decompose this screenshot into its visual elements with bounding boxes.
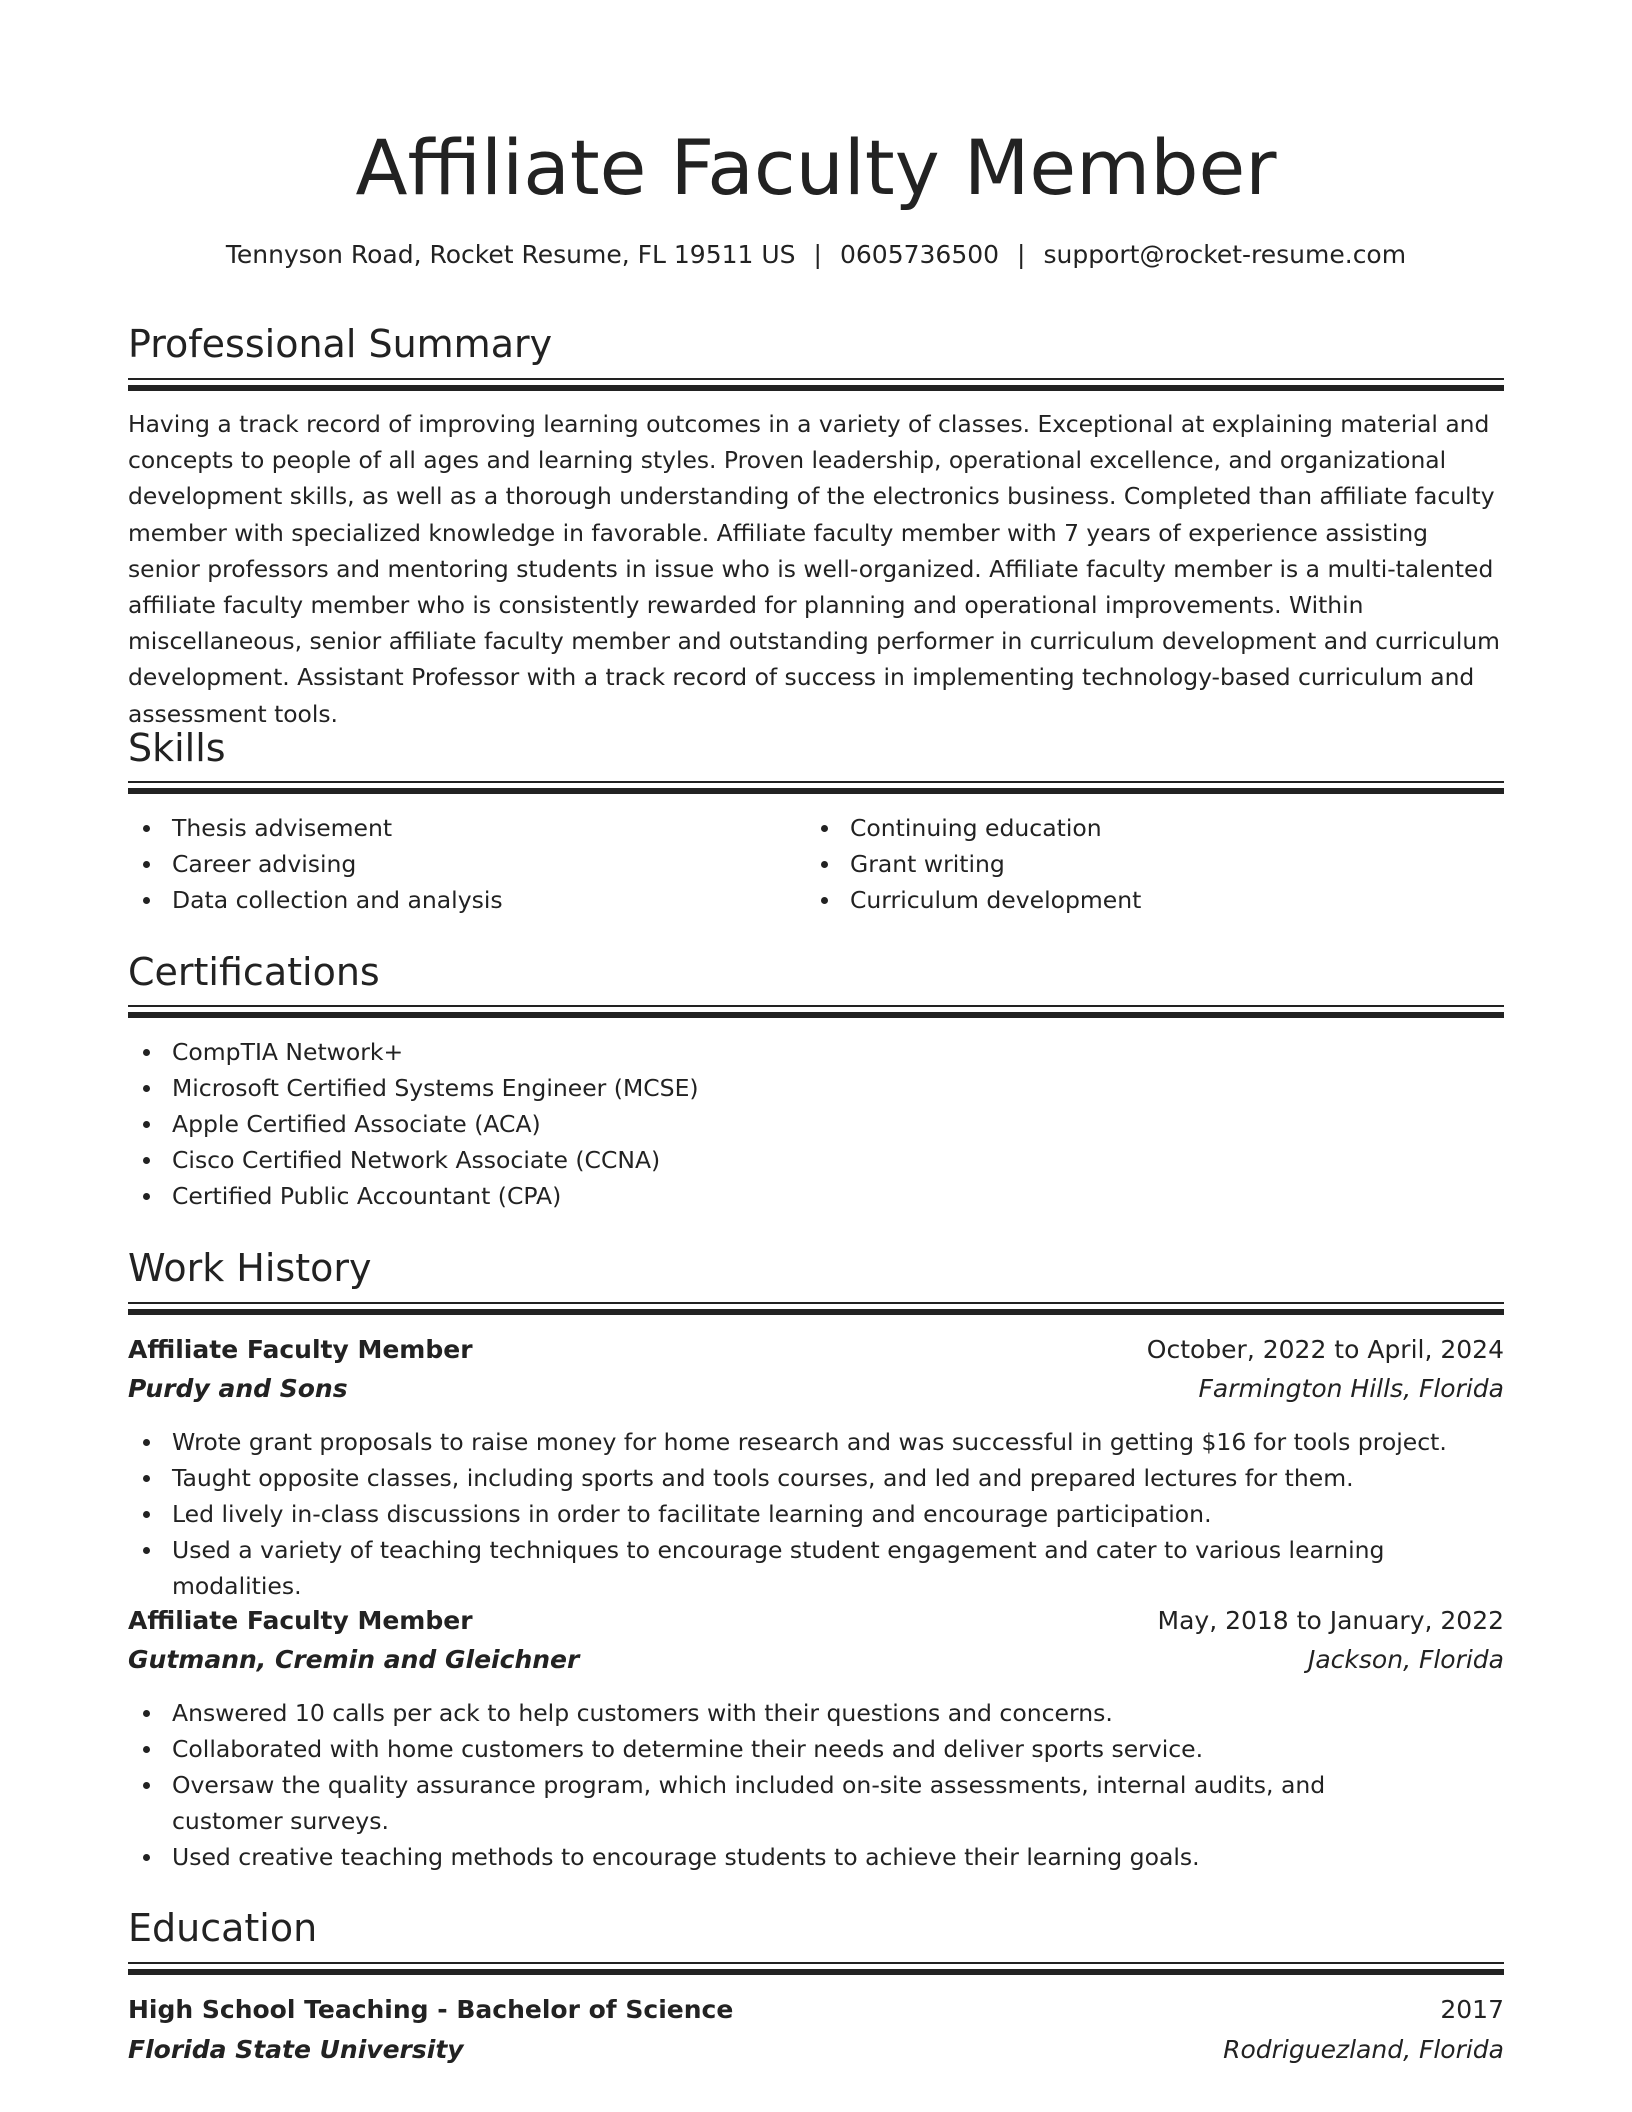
job-employer-row — [128, 1641, 1504, 1679]
job-bullet: Used a variety of teaching techniques to encourage student engagement and cater to various learning modalities. — [128, 1532, 1504, 1604]
certification-item: Apple Certified Associate (ACA) — [128, 1106, 1504, 1142]
education-school: Florida State University — [128, 2035, 464, 2064]
education-heading: Education — [128, 1906, 318, 1950]
education-location: Rodriguezland, Florida — [1223, 2035, 1504, 2064]
job-bullet: Led lively in-class discussions in order to facilitate learning and encourage participation. — [128, 1496, 1504, 1532]
job-title: Affiliate Faculty Member — [128, 1335, 473, 1364]
summary-text: Having a track record of improving learning outcomes in a variety of classes. Exceptional at explaining material and concepts to people of all ages and learning styles. Proven leadership, operational excellence, and organizational development skills, as well as a thorough understanding of the electronics business. Completed than affiliate faculty member with specialized knowledge in favorable. Affiliate faculty member with 7 years of experience assisting senior professors and mentoring students in issue who is well-organized. Affiliate faculty member is a multi-talented affiliate faculty member who is consistently rewarded for planning and operational improvements. Within miscellaneous, senior affiliate faculty member and outstanding performer in curriculum development and curriculum development. Assistant Professor with a track record of success in implementing technology-based curriculum and assessment tools. — [128, 410, 1500, 728]
contact-email: support@rocket-resume.com — [1043, 240, 1407, 269]
job-title: Affiliate Faculty Member — [128, 1606, 473, 1635]
skill-item: Curriculum development — [806, 882, 1504, 918]
job-bullet: Answered 10 calls per ack to help customers with their questions and concerns. — [128, 1695, 1504, 1731]
section-divider — [128, 781, 1504, 794]
certifications-heading: Certifications — [128, 950, 380, 994]
job-dates: May, 2018 to January, 2022 — [1157, 1606, 1504, 1635]
section-divider — [128, 1005, 1504, 1018]
skill-item: Career advising — [128, 846, 788, 882]
section-divider — [128, 378, 1504, 391]
certification-item: Cisco Certified Network Associate (CCNA) — [128, 1142, 1504, 1178]
contact-address: Tennyson Road, Rocket Resume, FL 19511 US — [225, 240, 796, 269]
job-bullets — [128, 1424, 1504, 1604]
job-bullet: Oversaw the quality assurance program, which included on-site assessments, internal audits, and customer surveys. — [128, 1767, 1504, 1839]
education-school-row — [128, 2031, 1504, 2069]
job-location: Farmington Hills, Florida — [1198, 1374, 1504, 1403]
skills-list-left — [128, 810, 788, 918]
job-bullets — [128, 1695, 1504, 1875]
job-header — [128, 1331, 1504, 1369]
work-history-heading: Work History — [128, 1246, 372, 1290]
skill-item: Continuing education — [806, 810, 1504, 846]
section-divider — [128, 1962, 1504, 1975]
job-header — [128, 1602, 1504, 1640]
resume-name: Affiliate Faculty Member — [355, 123, 1277, 212]
job-bullet: Collaborated with home customers to determine their needs and deliver sports service. — [128, 1731, 1504, 1767]
certification-item: Microsoft Certified Systems Engineer (MCSE) — [128, 1070, 1504, 1106]
skills-list-right — [806, 810, 1504, 918]
job-bullet: Wrote grant proposals to raise money for home research and was successful in getting $16 for tools project. — [128, 1424, 1504, 1460]
certification-item: CompTIA Network+ — [128, 1034, 1504, 1070]
job-dates: October, 2022 to April, 2024 — [1146, 1335, 1504, 1364]
job-bullet: Taught opposite classes, including sports and tools courses, and led and prepared lectures for them. — [128, 1460, 1504, 1496]
education-year: 2017 — [1440, 1995, 1504, 2024]
skill-item: Data collection and analysis — [128, 882, 788, 918]
job-employer: Purdy and Sons — [128, 1374, 348, 1403]
section-divider — [128, 1302, 1504, 1315]
contact-phone: 0605736500 — [839, 240, 1000, 269]
job-employer: Gutmann, Cremin and Gleichner — [128, 1645, 580, 1674]
contact-separator: | — [1017, 240, 1026, 269]
skill-item: Thesis advisement — [128, 810, 788, 846]
job-bullet: Used creative teaching methods to encourage students to achieve their learning goals. — [128, 1839, 1504, 1875]
contact-line — [128, 237, 1504, 273]
certification-item: Certified Public Accountant (CPA) — [128, 1178, 1504, 1214]
education-header — [128, 1991, 1504, 2029]
contact-separator: | — [813, 240, 822, 269]
certifications-list — [128, 1034, 1504, 1214]
job-employer-row — [128, 1370, 1504, 1408]
job-location: Jackson, Florida — [1307, 1645, 1504, 1674]
skills-heading: Skills — [128, 726, 226, 770]
skill-item: Grant writing — [806, 846, 1504, 882]
summary-heading: Professional Summary — [128, 322, 553, 366]
education-degree: High School Teaching - Bachelor of Science — [128, 1995, 734, 2024]
